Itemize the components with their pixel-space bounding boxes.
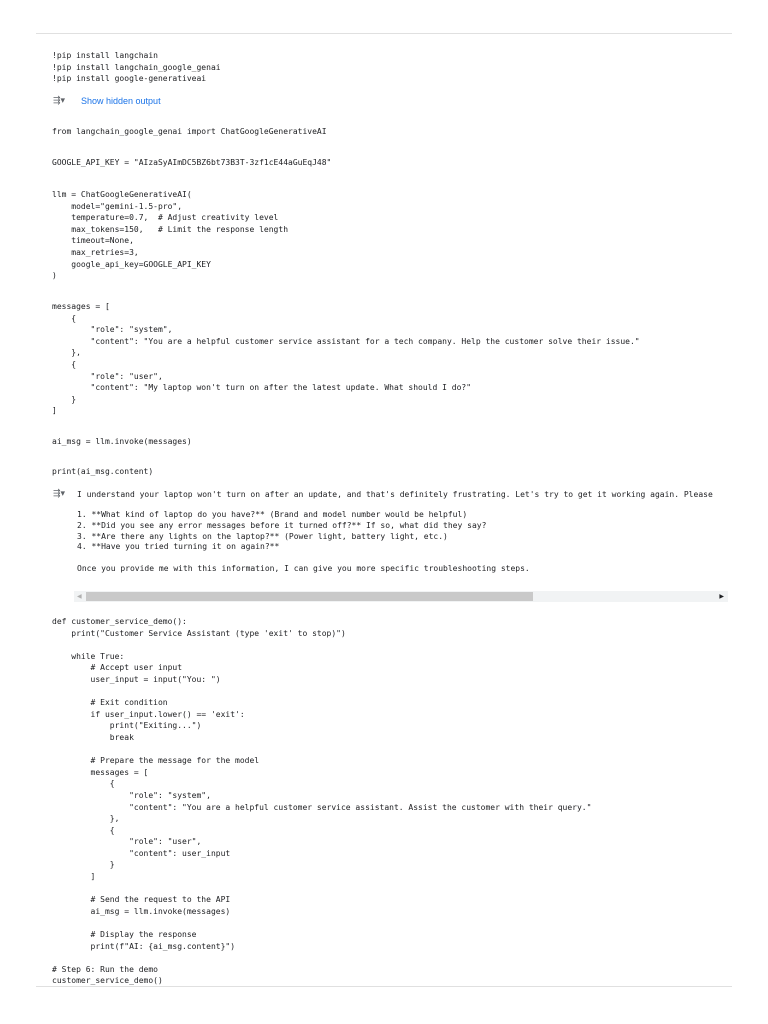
scrollbar-thumb[interactable] (86, 592, 533, 601)
list-item: 1. **What kind of laptop do you have?** (Brand and model number would be helpful) (77, 510, 468, 519)
code-cell-print[interactable]: print(ai_msg.content) (52, 467, 154, 476)
horizontal-scrollbar[interactable] (74, 591, 728, 602)
code-cell-llm[interactable]: llm = ChatGoogleGenerativeAI( model="gemini-1.5-pro", temperature=0.7, # Adjust creativity level max_tokens=150, # Limit the response length timeout=None, max_retries=3, google_api_key=GOOGLE_API_KEY ) (52, 190, 289, 281)
top-divider (36, 33, 732, 34)
bottom-divider (36, 986, 732, 987)
code-cell-invoke[interactable]: ai_msg = llm.invoke(messages) (52, 437, 192, 446)
output-toggle-icon[interactable]: ⇶▾ (53, 489, 66, 499)
show-hidden-output-link[interactable]: Show hidden output (81, 96, 161, 106)
code-cell-api-key[interactable]: GOOGLE_API_KEY = "AIzaSyAImDC5BZ6bt73B3T-3zf1cE44aGuEqJ48" (52, 158, 332, 167)
scroll-right-icon[interactable]: ▶ (719, 593, 724, 600)
code-cell-demo[interactable]: def customer_service_demo(): print("Customer Service Assistant (type 'exit' to stop)") while True: # Accept user input user_input = input("You: ") # Exit condition if user_input.lower() == 'exit': print("Exiting...") break # Prepare the message for the model messages = [ { "role": "system", "content": "You are a helpful customer service assistant. Assist the customer with their query." }, { "role": "user", "content": user_input } ] # Send the request to the API ai_msg = llm.invoke(messages) # Display the response print(f"AI: {ai_msg.content}") # Step 6: Run the demo customer_service_demo() (52, 617, 592, 986)
code-cell-messages[interactable]: messages = [ { "role": "system", "content": "You are a helpful customer service assistant for a tech company. Help the customer solve their issue." }, { "role": "user", "content": "My laptop won't turn on after the latest update. What should I do?" } ] (52, 302, 640, 416)
code-cell-install[interactable]: !pip install langchain !pip install langchain_google_genai !pip install google-generativeai (52, 51, 221, 84)
output-toggle-icon[interactable]: ⇶▾ (53, 96, 66, 106)
list-item: 3. **Are there any lights on the laptop?** (Power light, battery light, etc.) (77, 531, 448, 541)
output-list (77, 510, 486, 553)
list-item: 2. **Did you see any error messages before it turned off?** If so, what did they say? (77, 520, 487, 530)
scroll-left-icon[interactable]: ◀ (77, 593, 82, 600)
code-cell-import[interactable]: from langchain_google_genai import ChatGoogleGenerativeAI (52, 127, 327, 136)
output-intro-text: I understand your laptop won't turn on after an update, and that's definitely frustrating. Let's try to get it working again. Please (77, 490, 713, 499)
list-item: 4. **Have you tried turning it on again?** (77, 542, 280, 552)
output-closing-text: Once you provide me with this information, I can give you more specific troubleshooting steps. (77, 564, 530, 573)
